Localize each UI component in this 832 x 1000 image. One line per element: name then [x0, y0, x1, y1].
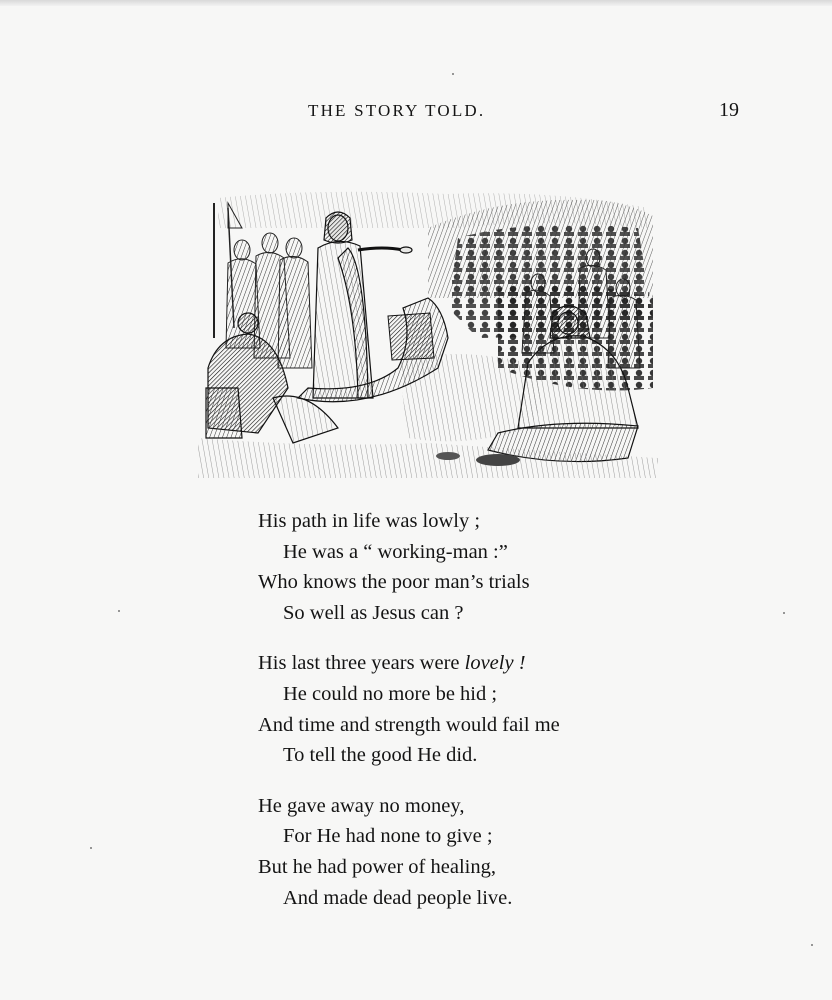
running-head: [0, 101, 832, 125]
ink-speck: [811, 944, 813, 946]
poem: [258, 506, 738, 933]
running-title: THE STORY TOLD.: [308, 101, 486, 120]
ink-speck: [118, 610, 120, 612]
poem-line: [258, 537, 738, 568]
stanza: [258, 791, 738, 913]
poem-line: [258, 506, 738, 537]
engraving-illustration: [198, 188, 660, 478]
poem-line-text: He gave away no money,: [258, 794, 465, 817]
page-number: 19: [719, 99, 739, 121]
poem-line: [258, 598, 738, 629]
poem-line-emphasis: lovely !: [464, 652, 526, 675]
page-top-edge: [0, 0, 832, 6]
poem-line: [258, 679, 738, 710]
poem-line-text: Who knows the poor man’s trials: [258, 571, 530, 594]
engraving-preacher-boat-crowd-icon: [198, 188, 660, 478]
stanza: [258, 506, 738, 628]
poem-line: [258, 883, 738, 914]
poem-line-text: But he had power of healing,: [258, 855, 496, 878]
poem-line-text: And time and strength would fail me: [258, 713, 560, 736]
poem-line-text: His path in life was lowly ;: [258, 510, 481, 532]
poem-line-text: So well as Jesus can ?: [283, 601, 464, 624]
poem-line: [258, 821, 738, 852]
ink-speck: [90, 847, 92, 849]
poem-line: [258, 852, 738, 883]
poem-line: [258, 710, 738, 741]
poem-line-text: He was a “ working-man :”: [283, 540, 508, 563]
ink-speck: [452, 73, 454, 75]
poem-line-text: His last three years were: [258, 652, 465, 675]
poem-line-text: And made dead people live.: [283, 886, 513, 909]
stanza: [258, 648, 738, 770]
poem-line: [258, 791, 738, 822]
ink-speck: [783, 612, 785, 614]
poem-line-text: To tell the good He did.: [283, 744, 478, 767]
poem-line: [258, 567, 738, 598]
poem-line: [258, 648, 738, 679]
poem-line-text: For He had none to give ;: [283, 825, 493, 848]
poem-line-text: He could no more be hid ;: [283, 682, 498, 705]
poem-line: [258, 740, 738, 771]
